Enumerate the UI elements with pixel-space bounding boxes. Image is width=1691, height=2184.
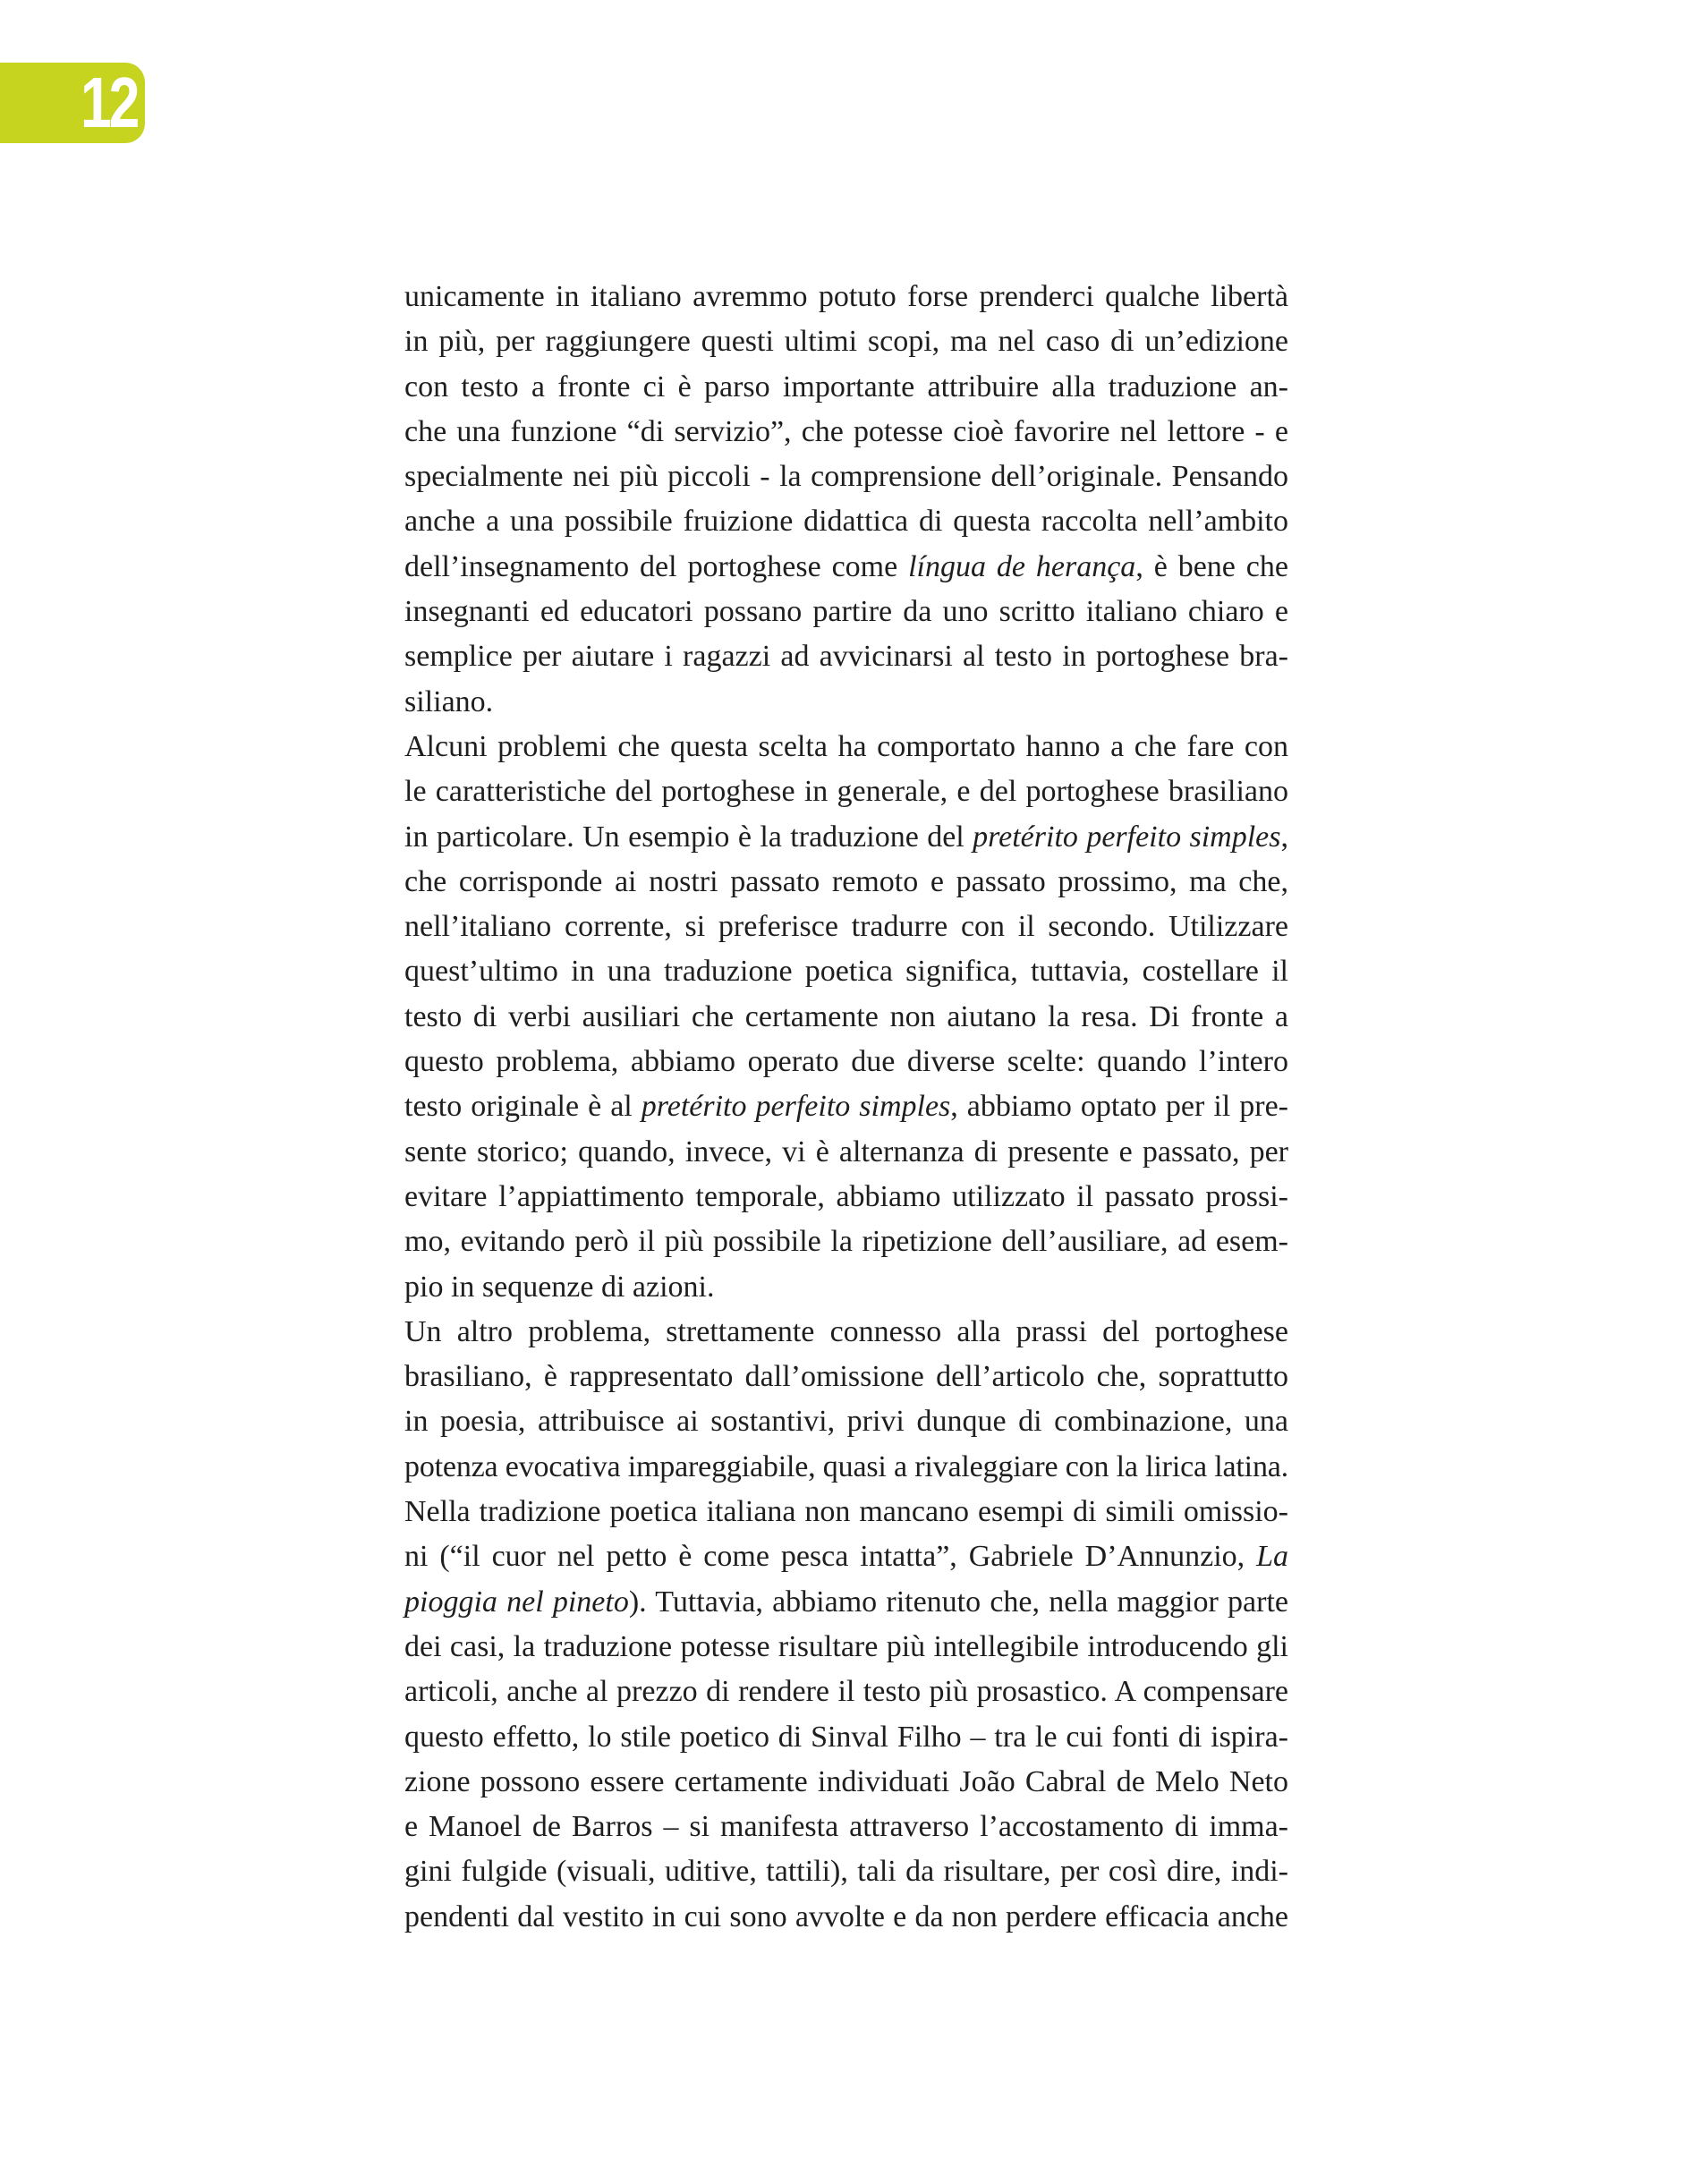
- text-line: [404, 905, 1288, 949]
- text-line: [404, 1265, 1288, 1310]
- text-run: siliano.: [404, 684, 494, 718]
- text-line: [404, 995, 1288, 1040]
- text-run: , è bene che: [1135, 549, 1288, 583]
- text-line: [404, 815, 1288, 860]
- text-run: in più, per raggiungere questi ultimi scopi, ma nel caso di un’edizione: [404, 325, 1288, 359]
- text-run: specialmente nei più piccoli - la comprensione dell’originale. Pensando: [404, 460, 1288, 494]
- text-run: testo originale è al: [404, 1090, 642, 1124]
- text-run: anche a una possibile fruizione didattica di questa raccolta nell’ambito: [404, 505, 1288, 539]
- text-line: [404, 1130, 1288, 1175]
- text-line: [404, 860, 1288, 905]
- text-line: [404, 1355, 1288, 1399]
- text-run: , abbiamo optato per il pre-: [950, 1090, 1288, 1124]
- text-run: testo di verbi ausiliari che certamente non aiutano la resa. Di fronte a: [404, 999, 1288, 1033]
- text-run: ). Tuttavia, abbiamo ritenuto che, nella maggior parte: [628, 1585, 1288, 1619]
- text-line: [404, 545, 1288, 590]
- text-run: con testo a fronte ci è parso importante attribuire alla traduzione an-: [404, 370, 1288, 404]
- text-run: articoli, anche al prezzo di rendere il testo più prosastico. A compensare: [404, 1675, 1288, 1709]
- text-run: potenza evocativa impareggiabile, quasi a rivaleggiare con la lirica latina.: [404, 1449, 1288, 1483]
- text-line: [404, 1895, 1288, 1940]
- text-run: questo effetto, lo stile poetico di Sinval Filho – tra le cui fonti di ispira-: [404, 1720, 1288, 1754]
- text-line: [404, 1670, 1288, 1714]
- text-run: mo, evitando però il più possibile la ripetizione dell’ausiliare, ad esem-: [404, 1225, 1288, 1259]
- text-line: [404, 1625, 1288, 1670]
- text-line: [404, 590, 1288, 634]
- text-line: [404, 1040, 1288, 1084]
- text-line: [404, 1219, 1288, 1264]
- text-run: evitare l’appiattimento temporale, abbiamo utilizzato il passato prossi-: [404, 1179, 1288, 1213]
- text-run: che corrisponde ai nostri passato remoto e passato prossimo, ma che,: [404, 864, 1288, 898]
- text-run: Alcuni problemi che questa scelta ha comportato hanno a che fare con: [404, 729, 1288, 763]
- text-run: Nella tradizione poetica italiana non mancano esempi di simili omissio-: [404, 1495, 1288, 1529]
- text-run: e Manoel de Barros – si manifesta attraverso l’accostamento di imma-: [404, 1810, 1288, 1844]
- text-line: [404, 1084, 1288, 1129]
- text-run: in particolare. Un esempio è la traduzione del: [404, 820, 973, 854]
- text-line: [404, 1310, 1288, 1355]
- text-run: sente storico; quando, invece, vi è alternanza di presente e passato, per: [404, 1134, 1288, 1168]
- text-line: [404, 1534, 1288, 1579]
- italic-text: pretérito perfeito simples: [641, 1090, 951, 1124]
- text-line: [404, 1580, 1288, 1625]
- text-line: [404, 1490, 1288, 1534]
- text-line: [404, 499, 1288, 544]
- text-run: ,: [1280, 820, 1288, 854]
- text-line: [404, 1715, 1288, 1760]
- italic-text: pretérito perfeito simples: [973, 820, 1281, 854]
- text-line: [404, 769, 1288, 814]
- text-line: [404, 319, 1288, 364]
- italic-text: pioggia nel pineto: [404, 1585, 629, 1619]
- text-run: pendenti dal vestito in cui sono avvolte e da non perdere efficacia anche: [404, 1899, 1288, 1933]
- text-line: [404, 1760, 1288, 1805]
- text-run: pio in sequenze di azioni.: [404, 1270, 715, 1304]
- text-line: [404, 410, 1288, 455]
- text-line: [404, 725, 1288, 769]
- text-line: [404, 1175, 1288, 1219]
- text-run: dell’insegnamento del portoghese come: [404, 549, 909, 583]
- text-line: [404, 1445, 1288, 1490]
- body-text: [404, 275, 1288, 1940]
- text-line: [404, 1805, 1288, 1849]
- text-line: [404, 1399, 1288, 1444]
- page-number: 12: [81, 63, 138, 142]
- text-run: zione possono essere certamente individuati João Cabral de Melo Neto: [404, 1764, 1288, 1798]
- text-run: che una funzione “di servizio”, che potesse cioè favorire nel lettore - e: [404, 414, 1288, 448]
- italic-text: língua de herança: [908, 549, 1136, 583]
- text-line: [404, 634, 1288, 679]
- text-run: semplice per aiutare i ragazzi ad avvicinarsi al testo in portoghese bra-: [404, 640, 1288, 674]
- text-run: gini fulgide (visuali, uditive, tattili), tali da risultare, per così dire, indi-: [404, 1855, 1288, 1889]
- text-line: [404, 949, 1288, 994]
- text-run: quest’ultimo in una traduzione poetica significa, tuttavia, costellare il: [404, 955, 1288, 989]
- text-line: [404, 275, 1288, 319]
- text-line: [404, 455, 1288, 499]
- text-run: insegnanti ed educatori possano partire da uno scritto italiano chiaro e: [404, 595, 1288, 629]
- text-run: le caratteristiche del portoghese in generale, e del portoghese brasiliano: [404, 775, 1288, 809]
- text-run: in poesia, attribuisce ai sostantivi, privi dunque di combinazione, una: [404, 1405, 1288, 1439]
- text-run: brasiliano, è rappresentato dall’omissione dell’articolo che, soprattutto: [404, 1360, 1288, 1394]
- text-run: Un altro problema, strettamente connesso alla prassi del portoghese: [404, 1314, 1288, 1348]
- text-run: dei casi, la traduzione potesse risultare più intellegibile introducendo gli: [404, 1629, 1288, 1663]
- text-line: [404, 365, 1288, 410]
- text-run: nell’italiano corrente, si preferisce tradurre con il secondo. Utilizzare: [404, 910, 1288, 944]
- text-line: [404, 1849, 1288, 1894]
- italic-text: La: [1256, 1540, 1288, 1574]
- text-run: ni (“il cuor nel petto è come pesca intatta”, Gabriele D’Annunzio,: [404, 1540, 1257, 1574]
- text-run: questo problema, abbiamo operato due diverse scelte: quando l’intero: [404, 1045, 1288, 1079]
- text-line: [404, 680, 1288, 725]
- text-run: unicamente in italiano avremmo potuto forse prenderci qualche libertà: [404, 280, 1288, 313]
